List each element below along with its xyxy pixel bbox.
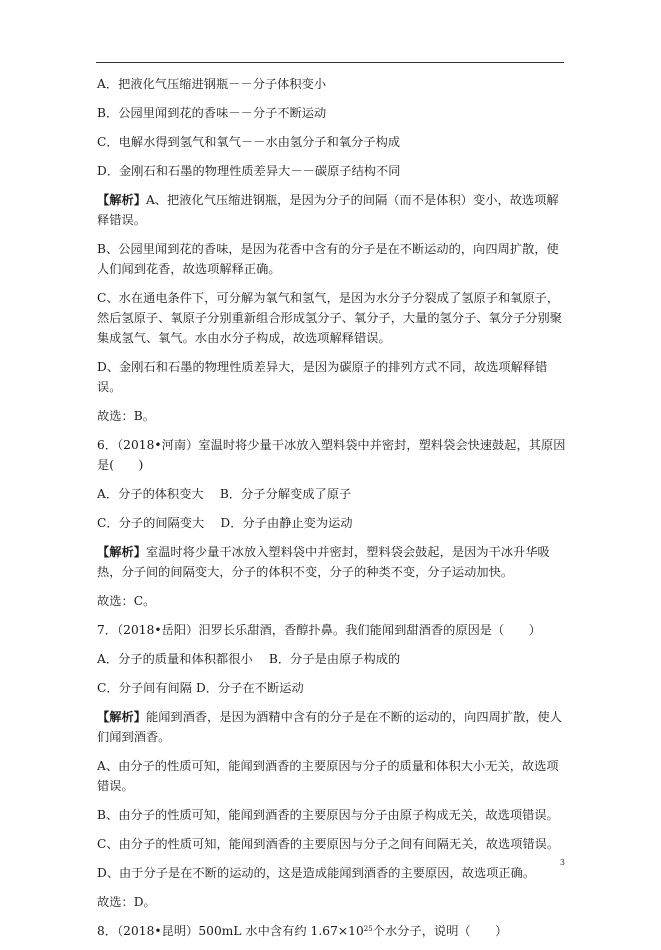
q7-options-cd: C．分子间有间隔 D．分子在不断运动 [97,681,304,695]
analysis-label: 【解析】 [97,710,146,724]
q5-analysis-d: D、金刚石和石墨的物理性质差异大，是因为碳原子的排列方式不同，故选项解释错误。 [97,360,548,394]
q5-analysis-c: C、水在通电条件下，可分解为氧气和氢气，是因为水分子分裂成了氢原子和氧原子，然后氢原子、氧原子分别重新组合形成氢分子、氧分子，大量的氢分子、氧分子分别聚集成氢气、氧气。水由水分子构成，故选项解释错误。 [97,291,563,345]
q8-question [97,921,567,941]
q5-option-d: D．金刚石和石墨的物理性质差异大－－碳原子结构不同 [97,164,401,178]
q7-answer: 故选：D。 [97,895,156,909]
q8-question-post: 个水分子，说明（ ） [372,924,508,938]
q6-answer: 故选：C。 [97,594,156,608]
q6-options-cd: C．分子的间隔变大 D．分子由静止变为运动 [97,516,353,530]
analysis-label: 【解析】 [97,193,146,207]
q5-analysis-b: B、公园里闻到花的香味，是因为花香中含有的分子是在不断运动的，向四周扩散，使人们闻到花香，故选项解释正确。 [97,242,559,276]
q7-analysis-d: D、由于分子是在不断的运动的，这是造成能闻到酒香的主要原因，故选项正确。 [97,866,536,880]
q5-option-a: A．把液化气压缩进钢瓶－－分子体积变小 [97,77,327,91]
q7-question: 7．（2018•岳阳）汨罗长乐甜酒，香醇扑鼻。我们能闻到甜酒香的原因是（ ） [97,623,541,637]
q7-analysis [97,707,567,747]
q8-question-pre: 8．（2018•昆明）500mL 水中含有约 1.67×10 [97,924,364,938]
document-body [97,74,567,950]
q5-answer: 故选：B。 [97,409,155,423]
q6-options-ab: A．分子的体积变大 B．分子分解变成了原子 [97,487,352,501]
q8-exponent: 25 [363,925,373,933]
q7-analysis-b: B、由分子的性质可知，能闻到酒香的主要原因与分子由原子构成无关，故选项错误。 [97,808,559,822]
q7-analysis-text: 能闻到酒香，是因为酒精中含有的分子是在不断的运动的，向四周扩散，使人们闻到酒香。 [97,710,563,744]
q5-option-b: B．公园里闻到花的香味－－分子不断运动 [97,106,327,120]
q6-analysis [97,542,567,582]
q5-analysis-a [97,190,567,230]
q6-question: 6．（2018•河南）室温时将少量干冰放入塑料袋中并密封，塑料袋会快速鼓起，其原因是( ) [97,438,566,472]
q7-options-ab: A．分子的质量和体积都很小 B．分子是由原子构成的 [97,652,401,666]
q5-analysis-a-text: A、把液化气压缩进钢瓶，是因为分子的间隔（而不是体积）变小，故选项解释错误。 [97,193,559,227]
page-number: 3 [559,858,565,867]
q5-option-c: C．电解水得到氢气和氧气－－水由氢分子和氧分子构成 [97,135,401,149]
header-rule [96,62,564,63]
analysis-label: 【解析】 [97,545,146,559]
q7-analysis-c: C、由分子的性质可知，能闻到酒香的主要原因与分子之间有间隔无关，故选项错误。 [97,837,560,851]
q7-analysis-a: A、由分子的性质可知，能闻到酒香的主要原因与分子的质量和体积大小无关，故选项错误。 [97,759,559,793]
q6-analysis-text: 室温时将少量干冰放入塑料袋中并密封，塑料袋会鼓起，是因为干冰升华吸热，分子间的间隔变大，分子的体积不变，分子的种类不变，分子运动加快。 [97,545,550,579]
